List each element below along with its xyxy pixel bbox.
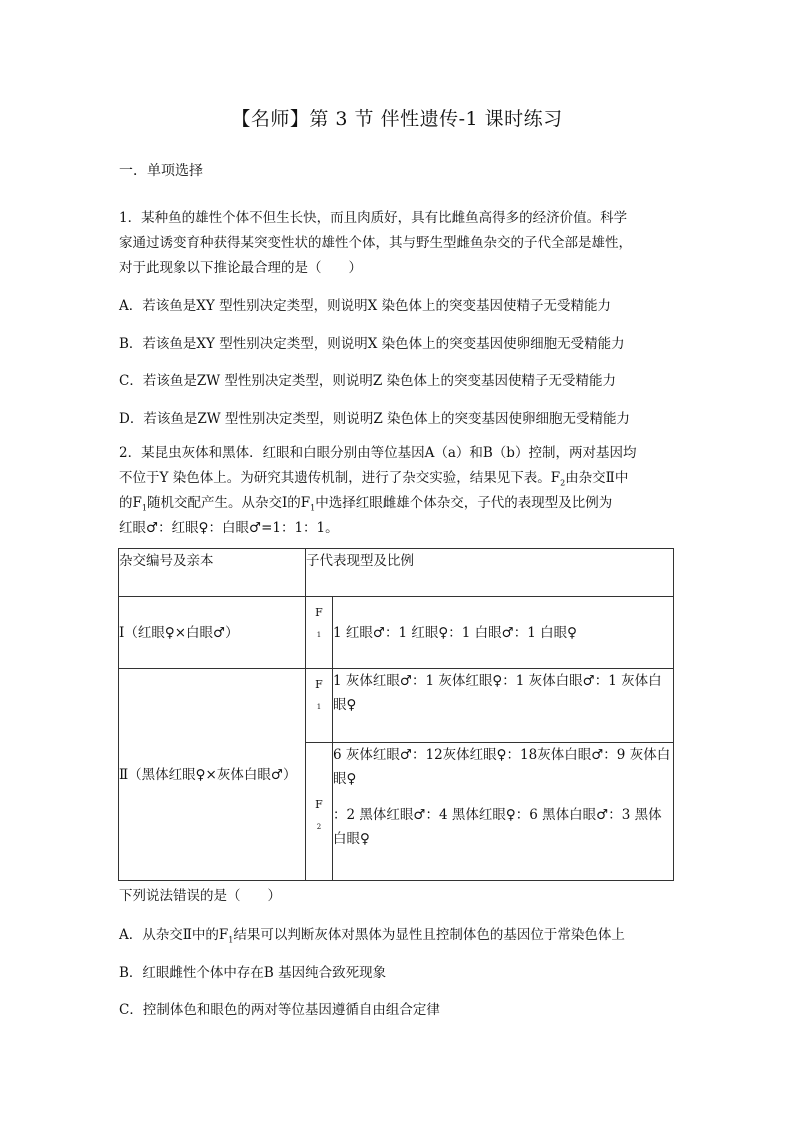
question-2-line: 的$F_1$随机交配产生。从杂交Ⅰ的$F_1$中选择红眼雌雄个体杂交，子代的表现型及比例为: [119, 495, 613, 513]
table-header-row: [119, 549, 674, 597]
cross-2-f1-offspring: 1 灰体红眼♂：1 灰体红眼♀：1 灰体白眼♂：1 灰体白眼♀: [333, 669, 674, 743]
question-1-option-b: B．若该鱼是XY 型性别决定类型，则说明X 染色体上的突变基因使卵细胞无受精能力: [119, 336, 625, 352]
question-2-prompt: 下列说法错误的是（ ）: [119, 888, 281, 904]
page-title: 【名师】第 3 节 伴性遗传-1 课时练习: [231, 108, 563, 130]
question-1-option-d: D．若该鱼是ZW 型性别决定类型，则说明Z 染色体上的突变基因使卵细胞无受精能力: [119, 411, 631, 427]
question-2-line: 不位于Y 染色体上。为研究其遗传机制，进行了杂交实验，结果见下表。$F_2$由杂交Ⅱ中: [119, 470, 629, 488]
table-row: [119, 597, 674, 669]
question-2-option-b: B．红眼雌性个体中存在B 基因纯合致死现象: [119, 965, 387, 981]
cross-results-table: [118, 548, 674, 881]
question-2-line: 红眼♂：红眼♀：白眼♂=1：1：1。: [119, 520, 339, 536]
table-row: [119, 669, 674, 743]
header-offspring: 子代表现型及比例: [306, 549, 674, 597]
question-1-option-a: A．若该鱼是XY 型性别决定类型，则说明X 染色体上的突变基因使精子无受精能力: [119, 298, 611, 314]
cross-2-f2-offspring: 6 灰体红眼♂：12灰体红眼♀：18灰体白眼♂：9 灰体白眼♀ ：2 黑体红眼♂：4 黑体红眼♀：6 黑体白眼♂：3 黑体白眼♀: [333, 743, 674, 881]
question-1-line: 对于此现象以下推论最合理的是（ ）: [119, 260, 362, 276]
cross-1-parents: Ⅰ（红眼♀×白眼♂）: [119, 597, 306, 669]
cross-1-offspring: 1 红眼♂：1 红眼♀：1 白眼♂：1 白眼♀: [333, 597, 674, 669]
header-cross-parents: 杂交编号及亲本: [119, 549, 306, 597]
question-2-option-a: A．从杂交Ⅱ中的$F_1$结果可以判断灰体对黑体为显性且控制体色的基因位于常染色体上: [119, 927, 625, 945]
question-1-option-c: C．若该鱼是ZW 型性别决定类型，则说明Z 染色体上的突变基因使精子无受精能力: [119, 373, 617, 389]
generation-label: F 1: [306, 669, 333, 743]
question-2-stem: [119, 441, 679, 541]
question-1-stem: [119, 206, 679, 281]
cross-2-parents: Ⅱ（黑体红眼♀×灰体白眼♂）: [119, 669, 306, 881]
generation-label: F 1: [306, 597, 333, 669]
question-2-line: 2．某昆虫灰体和黑体．红眼和白眼分别由等位基因A（a）和B（b）控制，两对基因均: [119, 445, 637, 461]
generation-label: F 2: [306, 743, 333, 881]
question-1-line: 家通过诱变育种获得某突变性状的雄性个体，其与野生型雌鱼杂交的子代全部是雄性，: [119, 235, 632, 251]
question-2-option-c: C．控制体色和眼色的两对等位基因遵循自由组合定律: [119, 1002, 440, 1018]
question-1-line: 1．某种鱼的雄性个体不但生长快，而且肉质好，具有比雌鱼高得多的经济价值。科学: [119, 210, 628, 226]
section-heading: 一．单项选择: [119, 163, 203, 179]
